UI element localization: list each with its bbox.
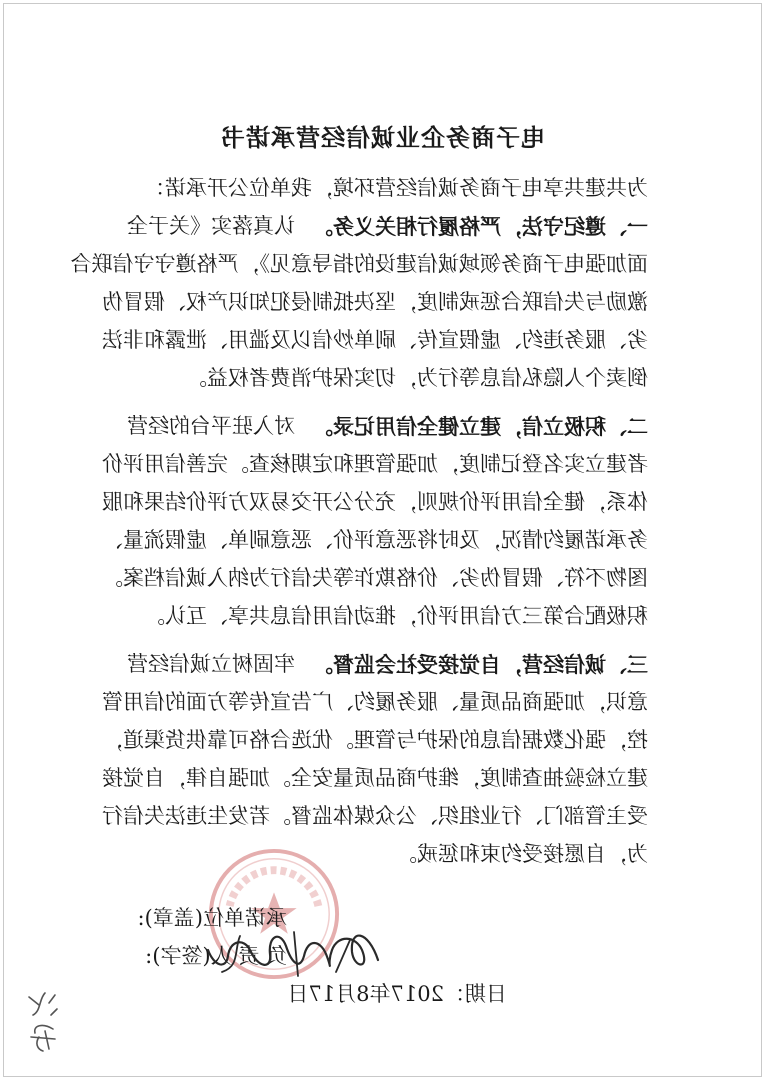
section-3-line-5: 受主管部门、行业组织、公众媒体监督。若发生违法失信行 [102,804,648,828]
section-1-line-5: 倒卖个人隐私信息等行为，切实保护消费者权益。 [186,366,648,390]
responsible-person-label: 负 责 人(签字): [145,944,287,968]
section-3-heading: 三、诚信经营，自觉接受社会监督。 [312,652,648,677]
section-2-line-5: 图物不符、假冒伪劣、价格欺诈等失信行为纳入诚信档案。 [102,566,648,590]
section-3-line-2: 意识，加强商品质量、服务履约、广告宣传等方面的信用管 [102,690,648,714]
document-title: 电子商务企业诚信经营承诺书 [220,123,545,152]
section-2-line-2: 者建立实名登记制度，加强管理和定期核查。完善信用评价 [102,452,648,476]
handwritten-signature-icon [200,910,390,990]
intro-text: 为共建共享电子商务诚信经营环境，我单位公开承诺： [144,176,648,200]
section-2-line-1: 对入驻平台的经营 [127,414,295,438]
section-2-heading: 二、积极立信，建立健全信用记录。 [312,414,648,439]
section-3-line-3: 控，强化数据信息的保护与管理。优选合格可靠供货渠道， [102,728,648,752]
section-1-heading: 一、遵纪守法，严格履行相关义务。 [312,214,648,239]
section-1-line-3: 激励与失信联合惩戒制度，坚决抵制侵犯知识产权、假冒伪 [102,290,648,314]
undertaking-unit-label: 承诺单位(盖章): [137,906,287,930]
section-2-line-3: 体系，健全信用评价规则，充分公开交易双方评价结果和服 [102,490,648,514]
section-1-line-1: 认真落实《关于全 [127,214,295,238]
section-3-line-6: 为，自愿接受约束和惩戒。 [396,842,648,866]
section-2-line-6: 积极配合第三方信用评价，推动信用信息共享、互认。 [144,604,648,628]
section-2-line-4: 务承诺履约情况，及时将恶意评价、恶意刷单、虚假流量、 [102,528,648,552]
date-label: 日期：2017年8月17日 [287,982,507,1006]
section-3-line-4: 建立检验抽查制度，维护商品质量安全。加强自律，自觉接 [102,766,648,790]
section-3-line-1: 牢固树立诚信经营 [127,652,295,676]
margin-handwriting-icon [23,985,63,1055]
section-1-line-2: 面加强电子商务领域诚信建设的指导意见》，严格遵守守信联合 [70,252,648,276]
section-1-line-4: 劣、服务违约、虚假宣传、刷单炒信以及滥用、泄露和非法 [102,328,648,352]
